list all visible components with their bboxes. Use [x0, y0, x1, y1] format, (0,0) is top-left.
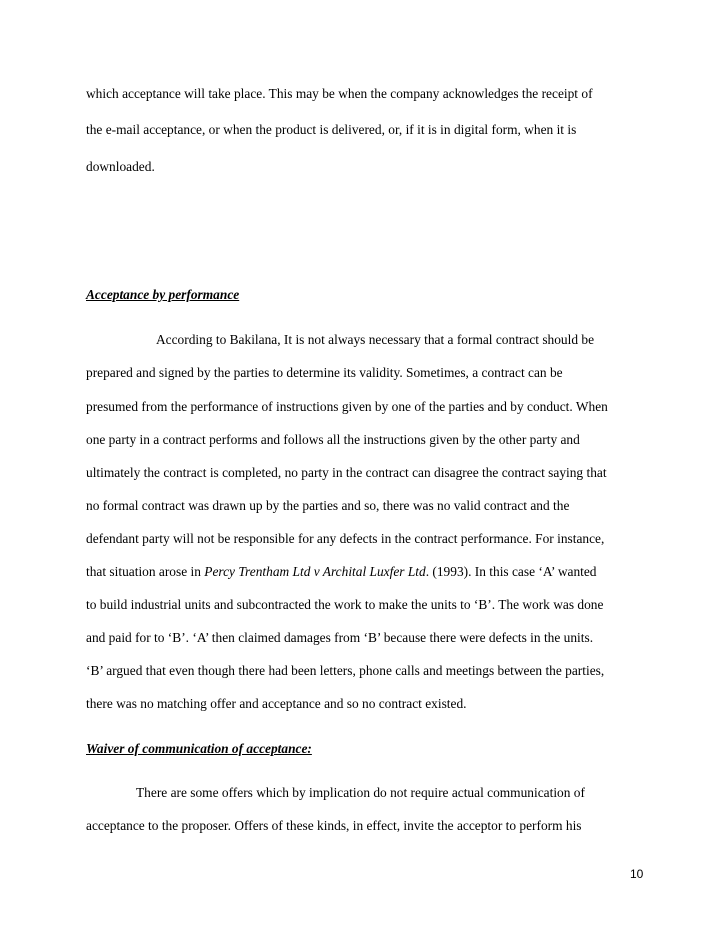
paragraph-line: prepared and signed by the parties to determine its validity. Sometimes, a contract can be	[86, 365, 563, 380]
paragraph-line: There are some offers which by implication do not require actual communication of	[136, 785, 585, 800]
paragraph-line: ‘B’ argued that even though there had been letters, phone calls and meetings between the parties,	[86, 663, 605, 678]
paragraph-line: ultimately the contract is completed, no party in the contract can disagree the contract saying that	[86, 465, 607, 480]
page-number: 10	[630, 867, 644, 881]
paragraph-line: there was no matching offer and acceptance and so no contract existed.	[86, 696, 467, 711]
case-text-after: . (1993). In this case ‘A’ wanted	[425, 564, 597, 579]
paragraph-line: defendant party will not be responsible for any defects in the contract performance. For instance,	[86, 531, 605, 546]
paragraph-line: downloaded.	[86, 159, 155, 174]
paragraph-line: and paid for to ‘B’. ‘A’ then claimed damages from ‘B’ because there were defects in the units.	[86, 630, 594, 645]
paragraph-line: no formal contract was drawn up by the parties and so, there was no valid contract and the	[86, 498, 570, 513]
paragraph-line: acceptance to the proposer. Offers of these kinds, in effect, invite the acceptor to perform his	[86, 818, 582, 833]
case-text-before: that situation arose in	[86, 564, 205, 579]
paragraph-line: presumed from the performance of instructions given by one of the parties and by conduct. When	[86, 399, 608, 414]
paragraph-line-case-citation	[86, 564, 597, 580]
paragraph-line: which acceptance will take place. This may be when the company acknowledges the receipt of	[86, 86, 593, 101]
section-heading-waiver-of-communication: Waiver of communication of acceptance:	[86, 741, 312, 756]
paragraph-line: According to Bakilana, It is not always necessary that a formal contract should be	[156, 332, 595, 347]
paragraph-line: the e-mail acceptance, or when the product is delivered, or, if it is in digital form, when it is	[86, 122, 577, 137]
section-heading-acceptance-by-performance: Acceptance by performance	[86, 287, 240, 302]
paragraph-line: to build industrial units and subcontracted the work to make the units to ‘B’. The work was done	[86, 597, 604, 612]
case-name: Percy Trentham Ltd v Archital Luxfer Ltd	[204, 564, 426, 579]
paragraph-line: one party in a contract performs and follows all the instructions given by the other party and	[86, 432, 580, 447]
